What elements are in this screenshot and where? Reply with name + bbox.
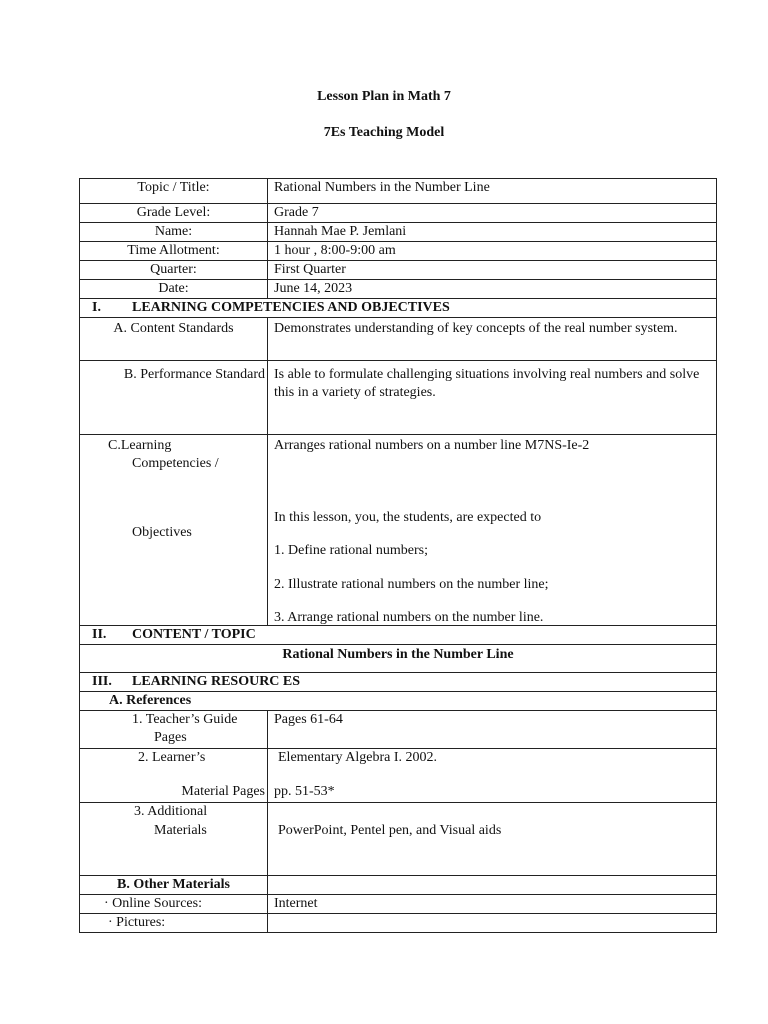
table-row-pictures <box>80 914 717 933</box>
references-label: A. References <box>80 692 717 710</box>
content-standards-label: A. Content Standards <box>80 318 268 360</box>
document-subtitle: 7Es Teaching Model <box>323 125 445 140</box>
topic-value: Rational Numbers in the Number Line <box>268 179 717 203</box>
competencies-label-line-1: C.Learning <box>108 438 172 453</box>
additional-materials-value <box>268 803 717 875</box>
learners-material-value-line-2: pp. 51-53* <box>274 784 335 799</box>
competency-code: Arranges rational numbers on a number line M7NS-Ie-2 <box>274 438 590 453</box>
section-2-number: II. <box>92 627 107 642</box>
teachers-guide-label-line-2: Pages <box>154 730 187 745</box>
table-row-topic-content <box>80 645 717 673</box>
grade-label: Grade Level: <box>80 204 268 222</box>
table-row-online-sources <box>80 895 717 914</box>
table-row-quarter <box>80 261 717 280</box>
section-2-heading <box>80 626 717 644</box>
table-row-name <box>80 223 717 242</box>
learners-material-value <box>268 749 717 802</box>
table-row-learners-material <box>80 749 717 803</box>
section-3-number: III. <box>92 674 112 689</box>
table-row-teachers-guide <box>80 711 717 749</box>
additional-materials-text: PowerPoint, Pentel pen, and Visual aids <box>278 823 502 838</box>
section-1-title: LEARNING COMPETENCIES AND OBJECTIVES <box>132 300 450 315</box>
learning-competencies-label <box>80 435 268 625</box>
section-3-heading <box>80 673 717 691</box>
date-label: Date: <box>80 280 268 298</box>
grade-value: Grade 7 <box>268 204 717 222</box>
competencies-label-line-2: Competencies / <box>132 456 219 471</box>
table-row-learning-competencies <box>80 435 717 626</box>
quarter-label: Quarter: <box>80 261 268 279</box>
topic-content: Rational Numbers in the Number Line <box>80 645 717 672</box>
teachers-guide-label-line-1: 1. Teacher’s Guide <box>132 712 238 727</box>
section-2-title: CONTENT / TOPIC <box>132 627 256 642</box>
content-standards-value: Demonstrates understanding of key concepts of the real number system. <box>268 318 717 360</box>
table-row-topic <box>80 179 717 204</box>
additional-materials-label <box>80 803 268 875</box>
pictures-label: · Pictures: <box>80 914 268 932</box>
performance-standard-label: B. Performance Standard <box>80 361 268 434</box>
section-heading-row <box>80 673 717 692</box>
section-1-number: I. <box>92 300 101 315</box>
other-materials-label: B. Other Materials <box>80 876 268 894</box>
objectives-intro: In this lesson, you, the students, are expected to <box>274 510 542 525</box>
lesson-plan-table <box>79 178 717 933</box>
table-row-date <box>80 280 717 299</box>
teachers-guide-value: Pages 61-64 <box>268 711 717 748</box>
section-3-title: LEARNING RESOURC ES <box>132 674 301 689</box>
competencies-label-line-3: Objectives <box>132 525 192 540</box>
learners-material-label <box>80 749 268 802</box>
topic-label: Topic / Title: <box>80 179 268 203</box>
learners-material-label-line-2: Material Pages <box>181 784 265 799</box>
date-value: June 14, 2023 <box>268 280 717 298</box>
teachers-guide-label <box>80 711 268 748</box>
additional-materials-label-line-2: Materials <box>154 823 207 838</box>
time-label: Time Allotment: <box>80 242 268 260</box>
table-row-grade <box>80 204 717 223</box>
table-row-other-materials <box>80 876 717 895</box>
learning-competencies-value <box>268 435 717 625</box>
section-heading-row <box>80 299 717 318</box>
section-heading-row <box>80 626 717 645</box>
table-row-additional-materials <box>80 803 717 876</box>
document-title: Lesson Plan in Math 7 <box>317 89 451 104</box>
name-value: Hannah Mae P. Jemlani <box>268 223 717 241</box>
objective-3: 3. Arrange rational numbers on the number line. <box>274 610 544 625</box>
time-value: 1 hour , 8:00-9:00 am <box>268 242 717 260</box>
objective-2: 2. Illustrate rational numbers on the number line; <box>274 577 549 592</box>
section-1-heading <box>80 299 717 317</box>
table-row-references <box>80 692 717 711</box>
learners-material-value-line-1: Elementary Algebra I. 2002. <box>278 750 438 765</box>
performance-standard-value: Is able to formulate challenging situations involving real numbers and solve this in a variety of strategies. <box>268 361 717 434</box>
name-label: Name: <box>80 223 268 241</box>
online-sources-value: Internet <box>268 895 717 913</box>
table-row-content-standards <box>80 318 717 361</box>
additional-materials-label-line-1: 3. Additional <box>134 804 208 819</box>
table-row-performance-standard <box>80 361 717 435</box>
quarter-value: First Quarter <box>268 261 717 279</box>
objective-1: 1. Define rational numbers; <box>274 543 428 558</box>
table-row-time <box>80 242 717 261</box>
learners-material-label-line-1: 2. Learner’s <box>138 750 206 765</box>
other-materials-value <box>268 876 717 894</box>
online-sources-label: · Online Sources: <box>80 895 268 913</box>
pictures-value <box>268 914 717 932</box>
